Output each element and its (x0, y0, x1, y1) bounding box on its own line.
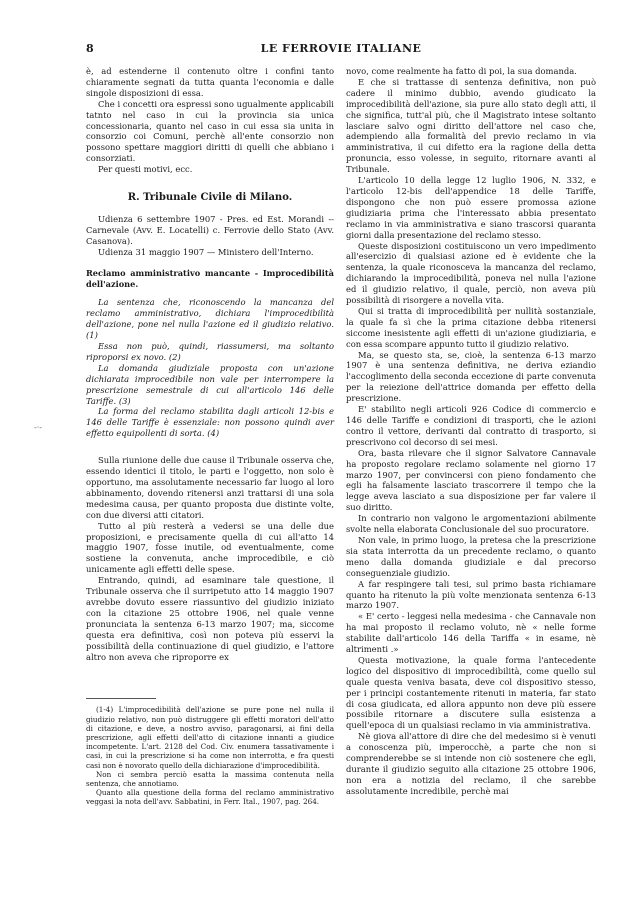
headnote: La domanda giudiziale proposta con un'azione dichiarata improcedibile non vale per interrompere la prescrizione semestrale di cui all'articolo 146 delle Tariffe. (3) (86, 362, 334, 406)
footnote: Quanto alla questione della forma del reclamo amministrativo veggasi la nota dell'avv. Sabbatini, in Ferr. Ital., 1907, pag. 264. (86, 788, 334, 807)
margin-mark: -·- (34, 423, 42, 432)
paragraph: novo, come realmente ha fatto di poi, la sua domanda. (346, 66, 577, 76)
paragraph: Tutto al più resterà a vedersi se una delle due proposizioni, e precisamente quella di cui all'atto 14 maggio 1907, fosse inutile, od eventualmente, come sostiene la convenuta, anche improcedibile, e ciò unicamente agli effetti delle spese. (86, 520, 334, 575)
paragraph: Che i concetti ora espressi sono ugualmente applicabili tatnto nel caso in cui la provincia sia unica concessionaria, quanto nel caso in cui essa sia unita in consorzio coi Comuni, perchè all'ente consorzio non possono spettare maggiori diritti di quelli che abbiano i consorziati. (86, 98, 334, 164)
paragraph: Qui si tratta di improcedibilità per nullità sostanziale, la quale fa sì che la prima citazione debba ritenersi siccome inesistente agli effetti di un'azione giudiziaria, e con essa scompare appunto tutto il giudizio relativo. (346, 305, 596, 349)
paragraph: L'articolo 10 della legge 12 luglio 1906, N. 332, e l'articolo 12-bis dell'appendice 18 delle Tariffe, dispongono che non può essere promossa azione giudiziaria prima che l'interessato abbia presentato reclamo in via amministrativa e siano trascorsi quaranta giorni dalla presentazione del reclamo stesso. (346, 175, 596, 240)
hearing-line: Udienza 31 maggio 1907 — Ministero dell'Interno. (98, 246, 314, 257)
headnote: Essa non può, quindi, riassumersi, ma soltanto riproporsi ex novo. (2) (86, 341, 334, 362)
page-number: 8 (86, 42, 94, 55)
footnote: (1-4) L'improcedibilità dell'azione se pure pone nel nulla il giudizio relativo, non può distruggere gli effetti moratori dell'atto di citazione, e deve, a nostro avviso, paragonarsi, ai fini della prescrizione, agli effetti dell'atto di citazione innanti a giudice incompetente. L'art. 2128 del Cod. Civ. enumera tassativamente i casi, in cui la prescrizione si ha come non interrotta, e fra questi casi non è novorato quello della dichiarazione d'improcedibilità. (86, 705, 334, 770)
running-header (86, 42, 596, 56)
paragraph: Per questi motivi, ecc. (98, 164, 193, 175)
case-subject: Reclamo amministrativo mancante - Improcedibilità dell'azione. (86, 267, 334, 289)
paragraph: E che si trattasse di sentenza definitiva, non può cadere il minimo dubbio, avendo giudicato la improcedibilità dell'azione, sia pure allo stato degli atti, il che significa, tutt'al più, che il Magistrato intese soltanto lasciare salvo ogni diritto dell'attore nel caso che, adempiendo alla formalità del previo reclamo in via amministrativa, il cui difetto era la ragione della detta pronuncia, esso volesse, in seguito, ritornare avanti al Tribunale. (346, 76, 596, 175)
paragraph: A far respingere tali tesi, sul primo basta richiamare quanto ha ritenuto la più volte menzionata sentenza 6-13 marzo 1907. (346, 578, 596, 611)
footnotes (86, 705, 334, 806)
paragraph: In contrario non valgono le argomentazioni abilmente svolte nella elaborata Conclusionale del suo procuratore. (346, 513, 596, 535)
paragraph: Sulla riunione delle due cause il Tribunale osserva che, essendo identici il titolo, le parti e l'oggetto, non solo è opportuno, ma assolutamente necessario far luogo al loro abbinamento, dovendo ritenersi anzi trattarsi di una sola medesima causa, per quanto proposta due distinte volte, con due diversi atti citatori. (86, 455, 334, 520)
headnote: La sentenza che, riconoscendo la mancanza del reclamo amministrativo, dichiara l'improcedibilità dell'azione, pone nel nulla l'azione ed il giudizio relativo. (1) (86, 297, 334, 341)
quotation: « E' certo - leggesi nella medesima - che Cannavale non ha mai proposto il reclamo voluto, nè « nelle forme stabilite dall'articolo 146 della Tariffa « in esame, nè altrimenti .» (346, 611, 596, 655)
paragraph: Questa motivazione, la quale forma l'antecedente logico del dispositivo di improcedibilità, come quello sul quale questa veniva basata, deve col dispositivo stesso, per i principi costantemente ritenuti in materia, far stato di cosa giudicata, ed allora appunto non deve più essere possibile ritornare a discutere sulla esistenza a quell'epoca di un qualsiasi reclamo in via amministrativa. (346, 654, 596, 731)
headnote: La forma del reclamo stabilita dagli articoli 12-bis e 146 delle Tariffe è essenziale: non possono quindi aver effetto equipollenti di sorta. (4) (86, 406, 334, 439)
paragraph: E' stabilito negli articoli 926 Codice di commercio e 146 delle Tariffe e condizioni di trasporti, che le azioni contro il vettore, derivanti dal contratto di trasporto, si prescrivono col decorso di sei mesi. (346, 404, 596, 447)
footnote-divider (86, 698, 156, 699)
footnote: Non ci sembra perciò esatta la massima contenuta nella sentenza, che annotiamo. (86, 769, 334, 789)
paragraph: Non vale, in primo luogo, la pretesa che la prescrizione sia stata interrotta da un precedente reclamo, o quanto meno dalla domanda giudiziale e dal precorso conseguenziale giudizio. (346, 534, 596, 578)
paragraph: Ma, se questo sta, se, cioè, la sentenza 6-13 marzo 1907 è una sentenza definitiva, ne deriva eziandio l'accoglimento della seconda eccezione di parte convenuta per la reiezione dell'attrice domanda per effetto della prescrizione. (346, 349, 596, 404)
journal-title: LE FERROVIE ITALIANE (260, 42, 422, 55)
court-heading: R. Tribunale Civile di Milano. (127, 192, 293, 204)
paragraph: è, ad estenderne il contenuto oltre i confini tanto chiaramente segnati da tutta quanta l'economia e dalle singole disposizioni di essa. (86, 66, 334, 98)
hearing-line: Udienza 6 settembre 1907 - Pres. ed Est. Morandi -- Carnevale (Avv. E. Locatelli) c. Ferrovie dello Stato (Avv. Casanova). (86, 213, 334, 246)
paragraph: Nè giova all'attore di dire che del medesimo si è venuti a conoscenza più, imperocchè, a parte che non si comprenderebbe se si intende non ciò sostenere che egli, durante il giudizio seguito alla citazione 25 ottobre 1906, non era a notizia del reclamo, il che sarebbe assolutamente incredibile, perchè mai (346, 731, 596, 796)
paragraph: Entrando, quindi, ad esaminare tale questione, il Tribunale osserva che il surripetuto atto 14 maggio 1907 avrebbe dovuto essere riassuntivo del giudizio iniziato con la citazione 25 ottobre 1906, nel quale venne pronunciata la sentenza 6-13 marzo 1907; ma, siccome questa era definitiva, così non poteva più esservi la possibilità della continuazione di quel giudizio, e l'attore altro non aveva che riproporre ex (86, 575, 334, 662)
paragraph: Ora, basta rilevare che il signor Salvatore Cannavale ha proposto regolare reclamo solamente nel giorno 17 marzo 1907, per convincersi con pieno fondamento che egli ha falsamente lasciato trascorrere il tempo che la legge aveva lasciato a sua disposizione per far valere il suo diritto. (346, 447, 596, 513)
paragraph: Queste disposizioni costituiscono un vero impedimento all'esercizio di qualsiasi azione ed è evidente che la sentenza, la quale riconosceva la mancanza del reclamo, dichiarando la improcedibilità, poneva nel nulla l'azione ed il giudizio relativo, il quale, perciò, non aveva più possibilità di risorgere a novella vita. (346, 240, 596, 306)
right-column (346, 66, 596, 797)
left-column (86, 66, 334, 807)
